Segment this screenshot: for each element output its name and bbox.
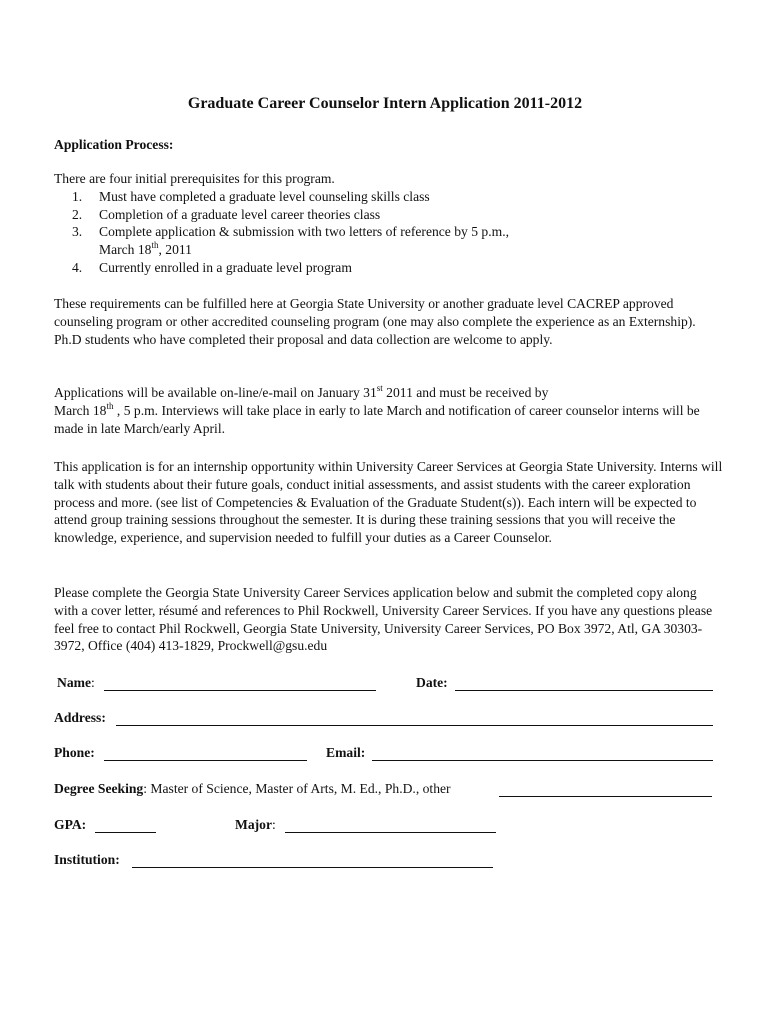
institution-label: Institution: xyxy=(54,852,120,867)
major-field[interactable] xyxy=(285,832,496,833)
degree-options-text: : Master of Science, Master of Arts, M. Ed., Ph.D., other xyxy=(143,781,451,796)
address-label: Address: xyxy=(54,710,106,725)
name-field[interactable] xyxy=(104,690,376,691)
page-title: Graduate Career Counselor Intern Application 2011-2012 xyxy=(187,95,583,112)
prereq-number: 2. xyxy=(72,206,83,222)
prereq-text: Currently enrolled in a graduate level program xyxy=(99,259,352,275)
address-field[interactable] xyxy=(116,725,713,726)
prerequisite-item xyxy=(54,259,724,277)
name-label-text: Name xyxy=(57,675,91,690)
prereq-deadline-date: March 18 xyxy=(99,242,152,258)
major-label xyxy=(235,817,276,833)
contact-paragraph xyxy=(54,584,724,655)
internship-paragraph xyxy=(54,458,724,547)
requirements-text: These requirements can be fulfilled here at Georgia State University or another graduate level CACREP approved counseling program or other accredited counseling program (one may also complete the experience as an Externship). Ph.D students who have completed their proposal and data collection are welcome to apply. xyxy=(54,296,696,347)
prereq-text: Completion of a graduate level career theories class xyxy=(99,206,381,222)
prereq-deadline-year: , 2011 xyxy=(158,242,192,258)
prereq-number: 1. xyxy=(72,188,83,204)
prerequisite-item xyxy=(54,206,724,224)
ordinal-suffix: th xyxy=(151,240,159,251)
contact-text: Please complete the Georgia State University Career Services application below and submit the completed copy along with a cover letter, résumé and references to Phil Rockwell, University Career Services. If you have any questions please feel free to contact Phil Rockwell, Georgia State University, University Career Services, PO Box 3972, Atl, GA 30303-3972, Office (404) 413-1829, Prockwell@gsu.edu xyxy=(54,585,713,654)
prerequisites-section xyxy=(54,170,724,277)
internship-text: This application is for an internship opportunity within University Career Services at Georgia State University. Interns will talk with students about their future goals, conduct initial assessments, and assist students with the career exploration process and more. (see list of Competencies & Evaluation of the Graduate Student(s)). Each intern will be expected to attend group training sessions throughout the semester. It is during these training sessions that you will receive the knowledge, experience, and supervision needed to fulfill your duties as a Career Counselor. xyxy=(54,459,723,546)
prereq-intro-text: There are four initial prerequisites for this program. xyxy=(54,171,335,186)
prerequisite-list xyxy=(54,188,724,277)
ordinal-suffix: st xyxy=(376,383,383,393)
prereq-number: 4. xyxy=(72,259,83,275)
prereq-text: Must have completed a graduate level counseling skills class xyxy=(99,188,430,204)
email-field[interactable] xyxy=(372,760,713,761)
applications-text xyxy=(54,384,724,437)
name-colon: : xyxy=(90,675,95,690)
name-label xyxy=(57,675,95,691)
degree-label-text: Degree Seeking xyxy=(54,781,144,796)
prerequisite-item xyxy=(54,223,724,259)
prerequisite-item xyxy=(54,188,724,206)
requirements-paragraph xyxy=(54,295,724,348)
degree-other-field[interactable] xyxy=(499,796,712,797)
applications-text-part: Applications will be available on-line/e-mail on January 31 xyxy=(54,385,377,400)
major-colon: : xyxy=(272,817,276,832)
degree-label xyxy=(54,781,451,797)
institution-field[interactable] xyxy=(132,867,493,868)
process-heading: Application Process: xyxy=(54,137,174,152)
phone-label: Phone: xyxy=(54,745,95,760)
major-label-text: Major xyxy=(235,817,272,832)
ordinal-suffix: th xyxy=(106,400,114,411)
applications-text-part: March 18 xyxy=(54,402,107,418)
date-field[interactable] xyxy=(455,690,713,691)
email-label: Email: xyxy=(326,745,366,760)
date-label: Date: xyxy=(416,675,448,690)
phone-field[interactable] xyxy=(104,760,307,761)
applications-text-part: , 5 p.m. Interviews will take place in early to late March and notification of career counselor interns will be made in late March/early April. xyxy=(54,402,700,436)
applications-text-part: 2011 and must be received by xyxy=(382,385,549,400)
gpa-label: GPA: xyxy=(54,817,87,832)
gpa-field[interactable] xyxy=(95,832,156,833)
prereq-text: Complete application & submission with two letters of reference by 5 p.m., xyxy=(99,224,509,240)
applications-paragraph xyxy=(54,384,724,437)
prereq-number: 3. xyxy=(72,224,83,240)
